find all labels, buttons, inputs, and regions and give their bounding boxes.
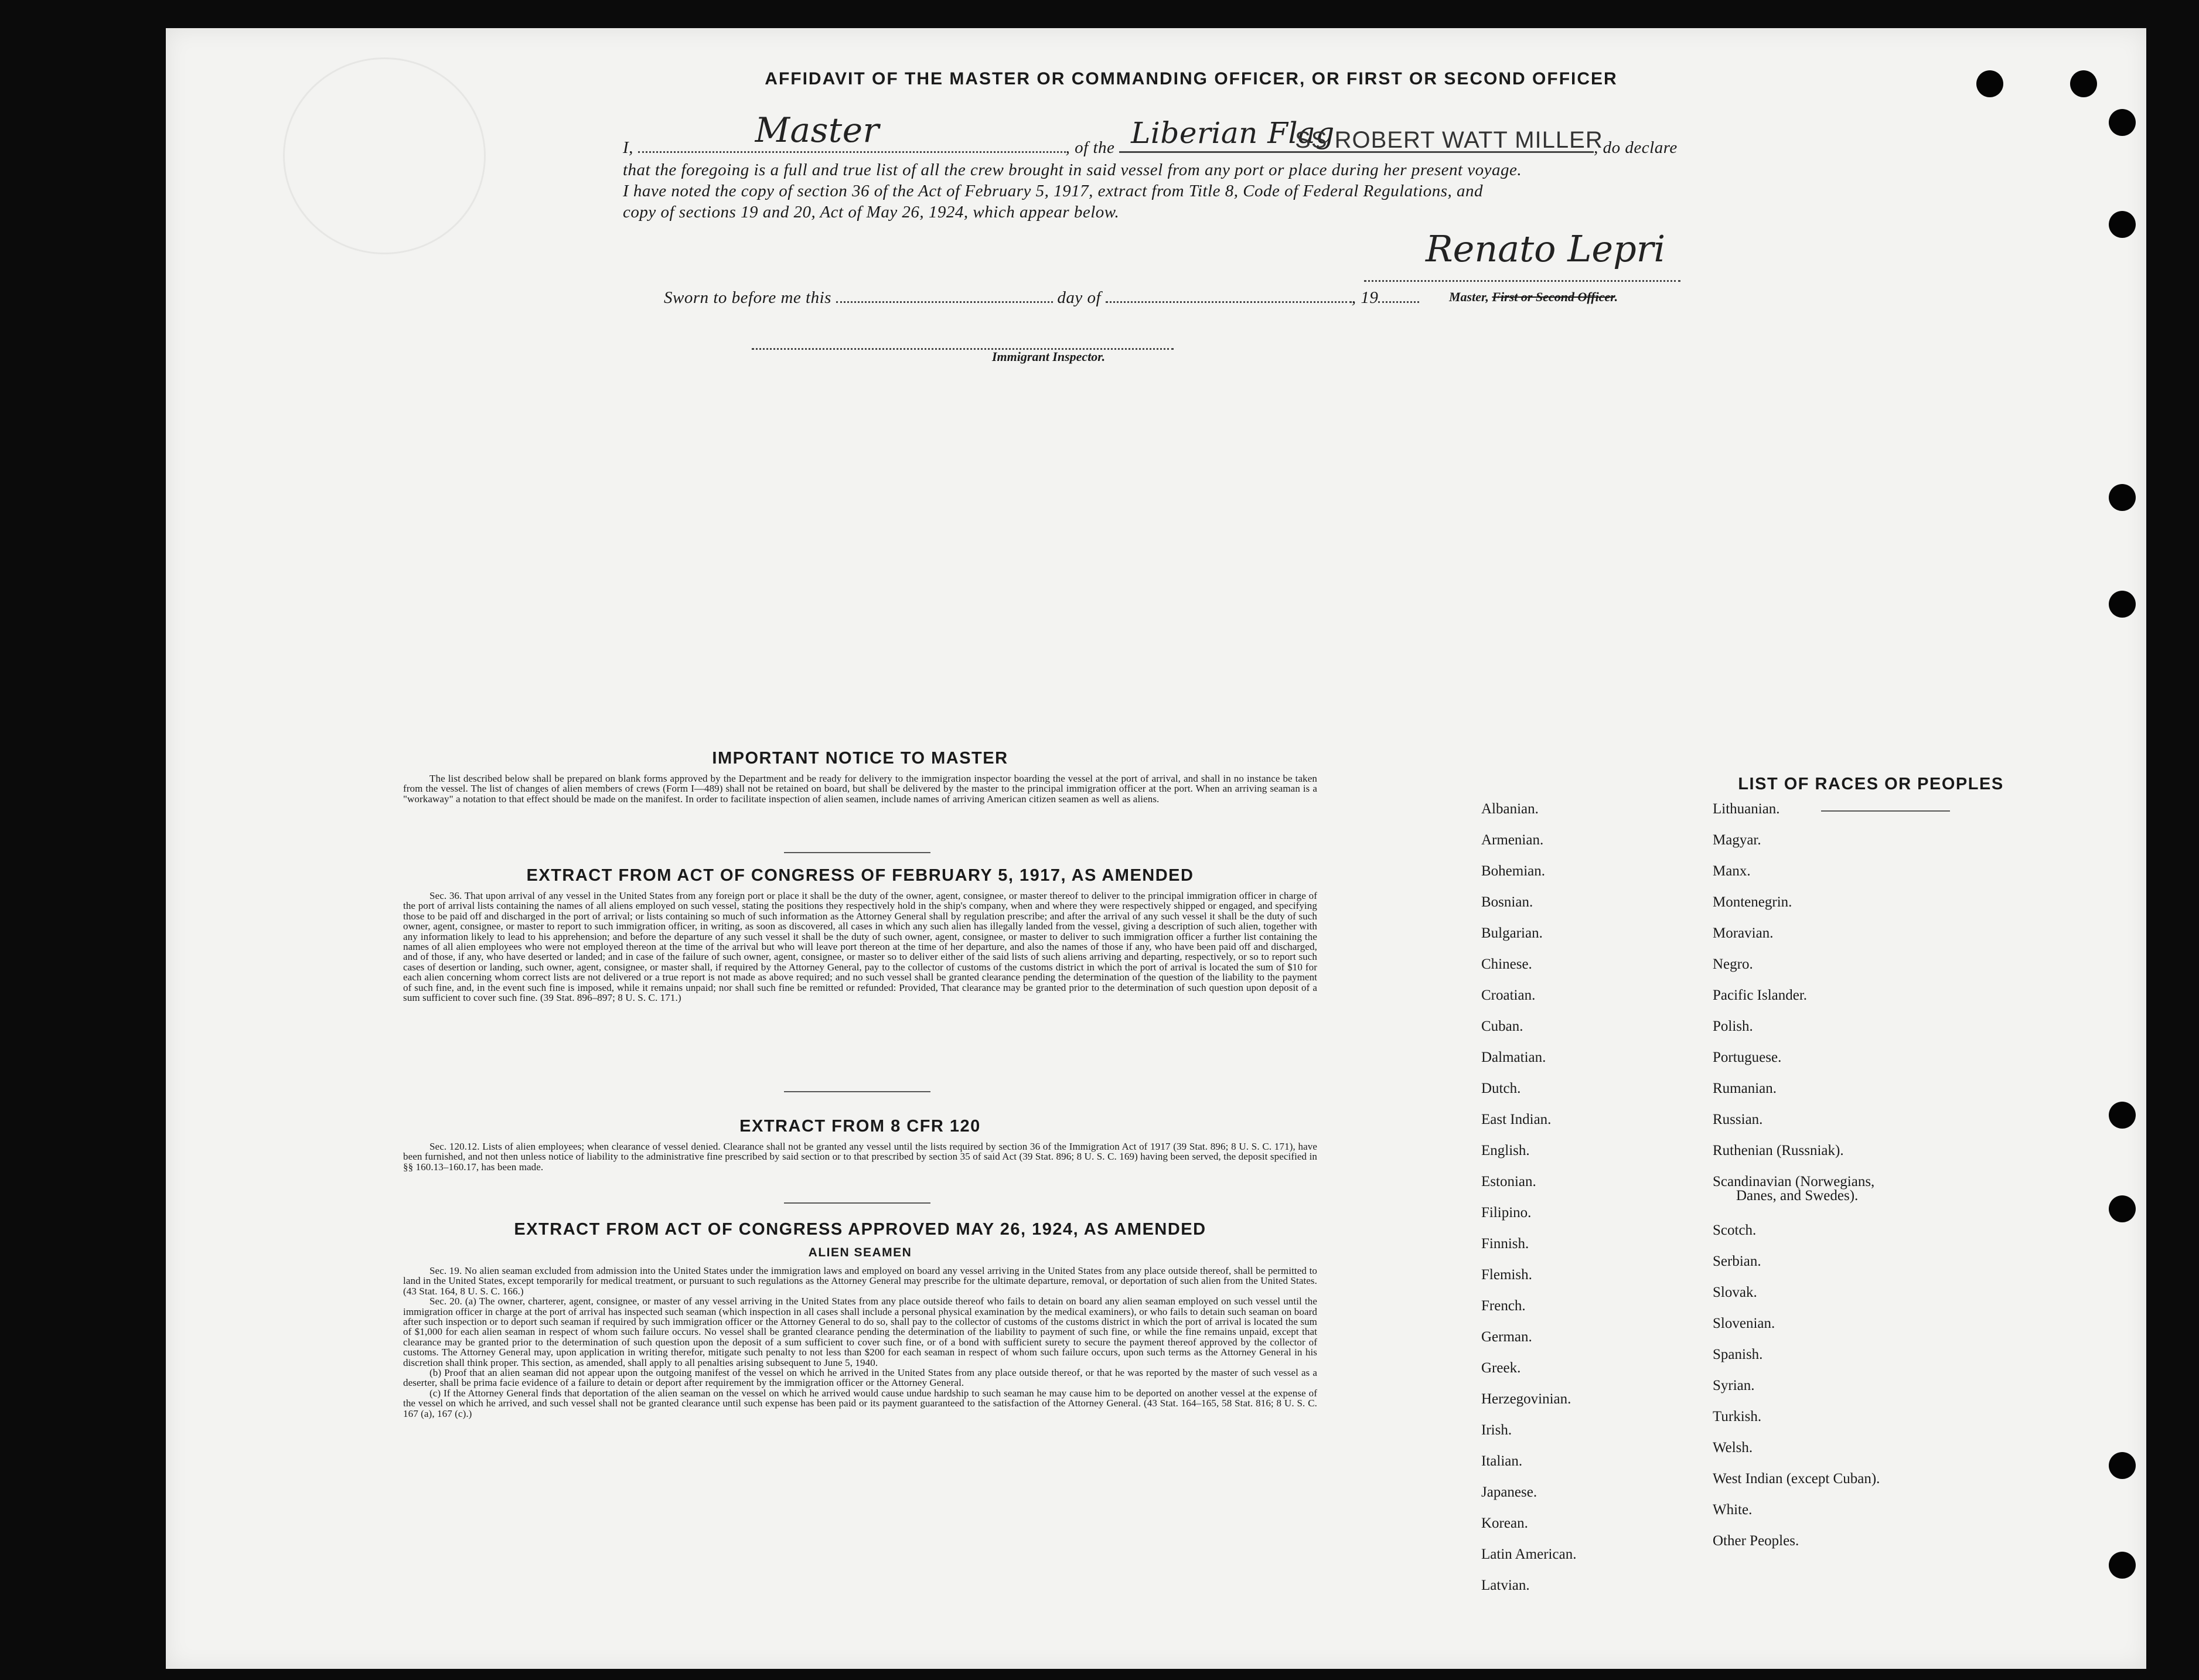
race-item: Slovak. (1713, 1284, 1757, 1300)
race-item: Rumanian. (1713, 1081, 1777, 1096)
race-item: Syrian. (1713, 1378, 1755, 1393)
race-item: Scandinavian (Norwegians, (1713, 1174, 1875, 1190)
race-item: Pacific Islander. (1713, 987, 1808, 1003)
race-item: Moravian. (1713, 925, 1774, 941)
affidavit-line-2: that the foregoing is a full and true list of all the crew brought in said vessel from any port or place during her present voyage. (623, 161, 1522, 179)
race-item: Spanish. (1713, 1347, 1763, 1362)
affidavit-title: AFFIDAVIT OF THE MASTER OR COMMANDING OFFICER, OR FIRST OR SECOND OFFICER (765, 69, 1618, 88)
race-item: Latin American. (1481, 1546, 1577, 1562)
inspector-caption: Immigrant Inspector. (992, 349, 1106, 364)
punch-hole-icon (2109, 211, 2136, 238)
punch-hole-icon (1976, 70, 2003, 97)
signature: Renato Lepri (1426, 227, 1666, 270)
master-handwritten: Master (755, 110, 879, 150)
race-item: East Indian. (1481, 1112, 1552, 1127)
race-item: Russian. (1713, 1112, 1763, 1127)
punch-hole-icon (2109, 484, 2136, 511)
race-item: Welsh. (1713, 1440, 1753, 1456)
race-item: Portuguese. (1713, 1049, 1782, 1065)
race-item: Filipino. (1481, 1205, 1532, 1221)
race-item: Ruthenian (Russniak). (1713, 1143, 1844, 1158)
punch-hole-icon (2109, 1102, 2136, 1129)
punch-hole-icon (2109, 591, 2136, 618)
race-item: Estonian. (1481, 1174, 1536, 1190)
race-item: Other Peoples. (1713, 1533, 1799, 1549)
race-item: Lithuanian. (1713, 801, 1780, 817)
signer-caption: Master, First or Second Officer. (1449, 289, 1618, 304)
inspector-signature-line (752, 348, 1174, 350)
race-item: German. (1481, 1329, 1532, 1345)
affidavit-line-3: I have noted the copy of section 36 of the Act of February 5, 1917, extract from Title 8, Code of Federal Regulations, and (623, 182, 1484, 200)
race-item: West Indian (except Cuban). (1713, 1471, 1880, 1487)
race-item: Dalmatian. (1481, 1049, 1546, 1065)
race-item: French. (1481, 1298, 1526, 1314)
extract-8cfr-body: Sec. 120.12. Lists of alien employees; when clearance of vessel denied. Clearance shall not be granted any vessel until the lists required by section 36 of the Immigration Act of 1917 (39 Stat. 896; 8 U. S. C. 171), have been furnished, and not then unless notice of liability to the administrative fine prescribed by said section or to that prescribed by section 35 of said Act (39 Stat. 896; 8 U. S. C. 169) having been served, the deposit specified in §§ 160.13–160.17, has been made. (403, 1141, 1317, 1173)
race-item: Italian. (1481, 1453, 1523, 1469)
race-item: Bulgarian. (1481, 925, 1543, 941)
race-item: Albanian. (1481, 801, 1539, 817)
race-item: Korean. (1481, 1515, 1528, 1531)
extract-1924-subtitle: ALIEN SEAMEN (808, 1246, 912, 1259)
race-item: White. (1713, 1502, 1753, 1518)
race-item: Bohemian. (1481, 863, 1546, 879)
race-item: Polish. (1713, 1018, 1753, 1034)
notice-title: IMPORTANT NOTICE TO MASTER (712, 749, 1008, 768)
document-page (166, 28, 2146, 1669)
race-item: Finnish. (1481, 1236, 1529, 1252)
flag-handwritten: Liberian Flag (1131, 116, 1335, 150)
affidavit-line-4: copy of sections 19 and 20, Act of May 26, 1924, which appear below. (623, 203, 1120, 221)
race-item: Japanese. (1481, 1484, 1537, 1500)
race-item: Bosnian. (1481, 894, 1533, 910)
extract-1924-title: EXTRACT FROM ACT OF CONGRESS APPROVED MAY 26, 1924, AS AMENDED (514, 1220, 1206, 1239)
divider (784, 1091, 930, 1092)
extract-8cfr-title: EXTRACT FROM 8 CFR 120 (739, 1117, 981, 1136)
extract-1917-title: EXTRACT FROM ACT OF CONGRESS OF FEBRUARY 5, 1917, AS AMENDED (526, 866, 1194, 885)
punch-hole-icon (2109, 1552, 2136, 1579)
race-item: Scotch. (1713, 1222, 1757, 1238)
notice-body: The list described below shall be prepared on blank forms approved by the Department and be ready for delivery to the immigration inspector boarding the vessel at the port of arrival, and shall in no instance be taken from the vessel. The list of changes of alien members of crews (Form I—489) shall not be retained on board, but shall be delivered by the master to the principal immigration officer at the port. When an arriving seaman is a "workaway" a notation to that effect should be made on the manifest. In order to facilitate inspection of alien seamen, include names of arriving American citizen seamen as well as aliens. (403, 773, 1317, 805)
divider (784, 852, 930, 853)
vessel-name-stamp: SS ROBERT WATT MILLER (1295, 127, 1603, 153)
affidavit-line-1: I, Master , of the Liberian Flag SS ROBERT WATT MILLER , do declare (623, 110, 1678, 157)
race-item: Danes, and Swedes). (1736, 1188, 1859, 1204)
divider (784, 1202, 930, 1204)
sworn-statement: Sworn to before me this day of , 19 (664, 286, 1660, 308)
races-title: LIST OF RACES OR PEOPLES (1738, 775, 2004, 793)
race-item: Latvian. (1481, 1577, 1530, 1593)
punch-hole-icon (2109, 109, 2136, 136)
punch-hole-icon (2109, 1195, 2136, 1222)
race-item: English. (1481, 1143, 1530, 1158)
race-item: Chinese. (1481, 956, 1532, 972)
race-item: Montenegrin. (1713, 894, 1792, 910)
race-item: Armenian. (1481, 832, 1544, 848)
divider (1821, 810, 1950, 812)
race-item: Magyar. (1713, 832, 1761, 848)
punch-hole-icon (2070, 70, 2097, 97)
race-item: Irish. (1481, 1422, 1512, 1438)
extract-1924-body: Sec. 19. No alien seaman excluded from admission into the United States under the immigration laws and employed on board any vessel arriving in the United States from any place outside thereof, shall be permitted to land in the United States, except temporarily for medical treatment, or pursuant to such regulations as the Attorney General may prescribe for the ultimate departure, removal, or deportation of such alien from the United States. (43 Stat. 164, 8 U. S. C. 166.) Sec. 20. (a) The owner, charterer, agent, consignee, or master of any vessel arriving in the United States from any place outside thereof who fails to detain on board any alien seaman employed on such vessel until the immigration officer in charge at the port of arrival has inspected such seaman (which inspection in all cases shall include a personal physical examination by the medical examiners), or who fails to detain such seaman on board after such inspection or to deport such seaman if required by such immigration officer or the Attorney General to do so, shall pay to the collector of customs of the customs district in which the port of arrival is located the sum of $1,000 for each alien seaman in respect of whom such failure occurs. No vessel shall be granted clearance pending the determination of the liability to payment of such fine, or while the fine remains unpaid, except that clearance may be granted prior to the determination of such question upon the deposit of a sum sufficient to cover such fine, or of a bond with sufficient surety to secure the payment thereof approved by the collector of customs. The Attorney General may, upon application in writing therefor, mitigate such penalty to not less than $200 for each seaman in respect of whom such failure occurs, upon such terms as the Attorney General in his discretion shall think proper. This section, as amended, shall apply to all penalties arising subsequent to June 5, 1940. (b) Proof that an alien seaman did not appear upon the outgoing manifest of the vessel on which he arrived in the United States from any place outside thereof, or that he was reported by the master of such vessel as a deserter, shall be prima facie evidence of a failure to detain or deport after requirement by the immigration officer or the Attorney General. (c) If the Attorney General finds that deportation of the alien seaman on the vessel on which he arrived would cause undue hardship to such seaman he may cause him to be deported on another vessel at the expense of the vessel on which he arrived, and such vessel shall not be granted clearance until such expense has been paid or its payment guaranteed to the satisfaction of the Attorney General. (43 Stat. 164–165, 58 Stat. 816; 8 U. S. C. 167 (a), 167 (c).) (403, 1265, 1317, 1419)
race-item: Negro. (1713, 956, 1753, 972)
race-item: Dutch. (1481, 1081, 1521, 1096)
race-item: Cuban. (1481, 1018, 1523, 1034)
race-item: Croatian. (1481, 987, 1536, 1003)
punch-hole-icon (2109, 1452, 2136, 1479)
race-item: Flemish. (1481, 1267, 1532, 1283)
race-item: Manx. (1713, 863, 1751, 879)
race-item: Slovenian. (1713, 1316, 1775, 1331)
race-item: Herzegovinian. (1481, 1391, 1571, 1407)
race-item: Turkish. (1713, 1409, 1762, 1425)
race-item: Serbian. (1713, 1253, 1761, 1269)
embossed-seal-icon (283, 57, 486, 254)
race-item: Greek. (1481, 1360, 1521, 1376)
extract-1917-body: Sec. 36. That upon arrival of any vessel in the United States from any foreign port or place it shall be the duty of the owner, agent, consignee, or master thereof to deliver to the principal immigration officer in charge of the port of arrival lists containing the names of all aliens employed on such vessel, stating the positions they respectively hold in the ship's company, when and where they were respectively shipped or engaged, and specifying those to be paid off and discharged in the port of arrival; or lists containing so much of such information as the Attorney General shall by regulation prescribe; and after the arrival of any such vessel it shall be the duty of such owner, agent, consignee, or master to report to such immigration officer, in writing, as soon as discovered, all cases in which any such alien has illegally landed from the vessel, giving a description of such alien, together with any information likely to lead to his apprehension; and before the departure of any such vessel it shall be the duty of such owner, agent, consignee, or master to deliver to such immigration officer a further list containing the names of all alien employees who were not employed thereon at the time of the arrival but who will leave port thereon at the time of her departure, and also the names of those if any, who have been paid off and discharged, and of those, if any, who have deserted or landed; and in case of the failure of such owner, agent, consignee, or master so to deliver either of the said lists of such aliens arriving and departing, respectively, or so to report such cases of desertion or landing, such owner, agent, consignee, or master shall, if required by the Attorney General, pay to the collector of customs of the customs district in which the port of arrival is located the sum of $10 for each alien concerning whom correct lists are not delivered or a true report is not made as above required; and no such vessel shall be granted clearance pending the determination of the question of the liability to the payment of such fine, and, in the event such fine is imposed, while it remains unpaid; nor shall such fine be remitted or refunded: Provided, That clearance may be granted prior to the determination of such question upon deposit of a sum sufficient to cover such fine. (39 Stat. 896–897; 8 U. S. C. 171.) (403, 890, 1317, 1004)
